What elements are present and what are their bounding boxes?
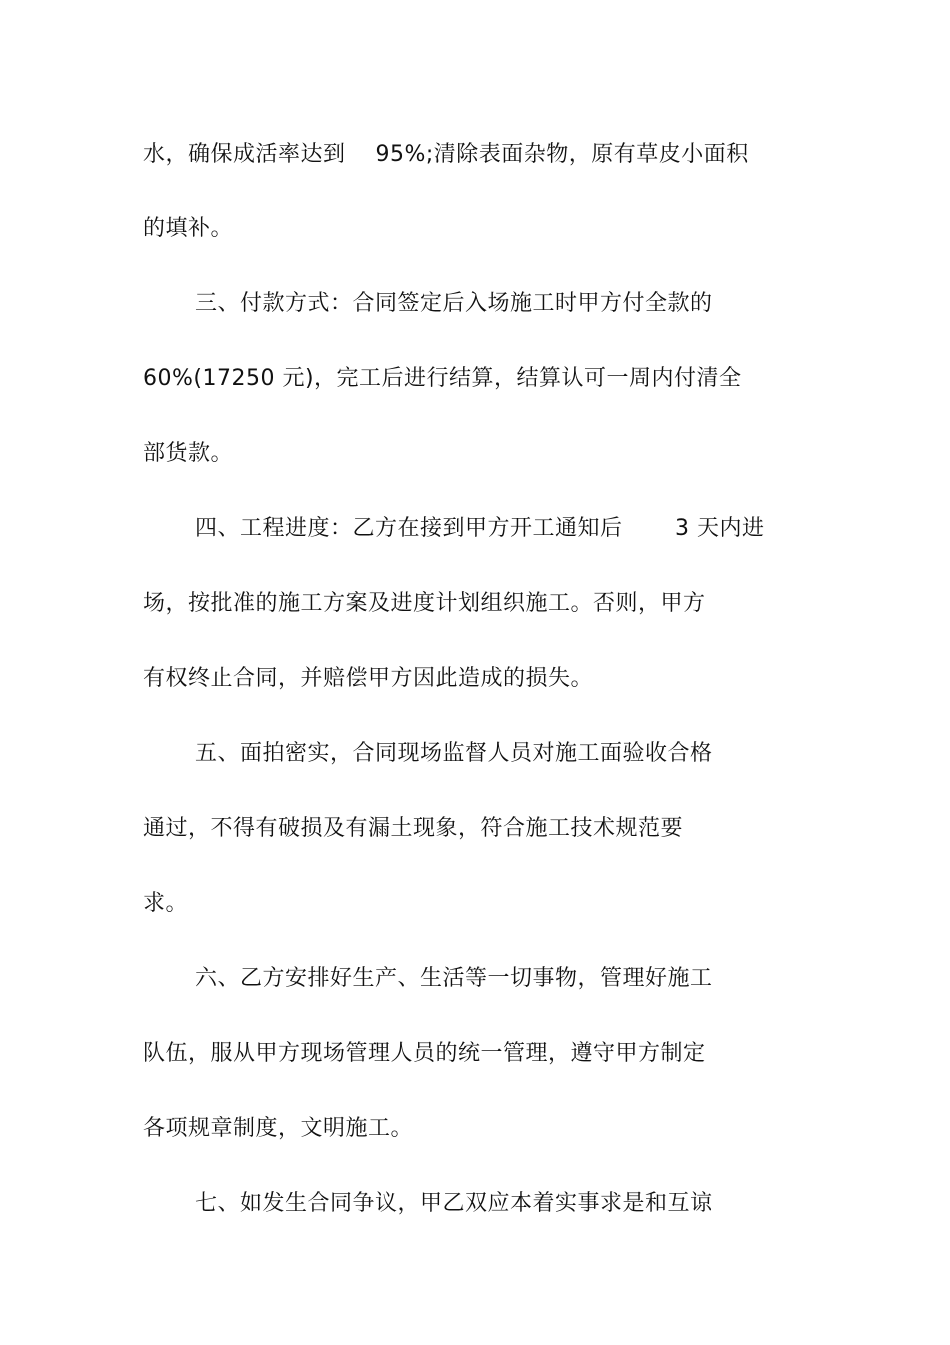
paragraph-first-line: 五、面拍密实，合同现场监督人员对施工面验收合格: [195, 741, 713, 766]
paragraph-first-line: 六、乙方安排好生产、生活等一切事物，管理好施工: [195, 966, 713, 991]
paragraph-first-line: 四、工程进度：乙方在接到甲方开工通知后 3 天内进: [195, 516, 765, 541]
text-line: 队伍，服从甲方现场管理人员的统一管理，遵守甲方制定: [143, 1041, 706, 1066]
text-line: 通过，不得有破损及有漏土现象，符合施工技术规范要: [143, 816, 684, 841]
paragraph-first-line: 七、如发生合同争议，甲乙双应本着实事求是和互谅: [195, 1191, 713, 1216]
text-line: 场，按批准的施工方案及进度计划组织施工。否则，甲方: [143, 591, 706, 616]
text-line: 有权终止合同，并赔偿甲方因此造成的损失。: [143, 666, 594, 691]
text-line: 水，确保成活率达到 95%;清除表面杂物，原有草皮小面积: [143, 142, 749, 167]
text-line: 求。: [143, 891, 189, 916]
text-line: 的填补。: [143, 216, 234, 241]
text-line: 部货款。: [143, 441, 234, 466]
paragraph-first-line: 三、付款方式：合同签定后入场施工时甲方付全款的: [195, 291, 713, 316]
text-line: 各项规章制度，文明施工。: [143, 1116, 414, 1141]
text-line: 60%(17250 元)，完工后进行结算，结算认可一周内付清全: [143, 366, 742, 391]
